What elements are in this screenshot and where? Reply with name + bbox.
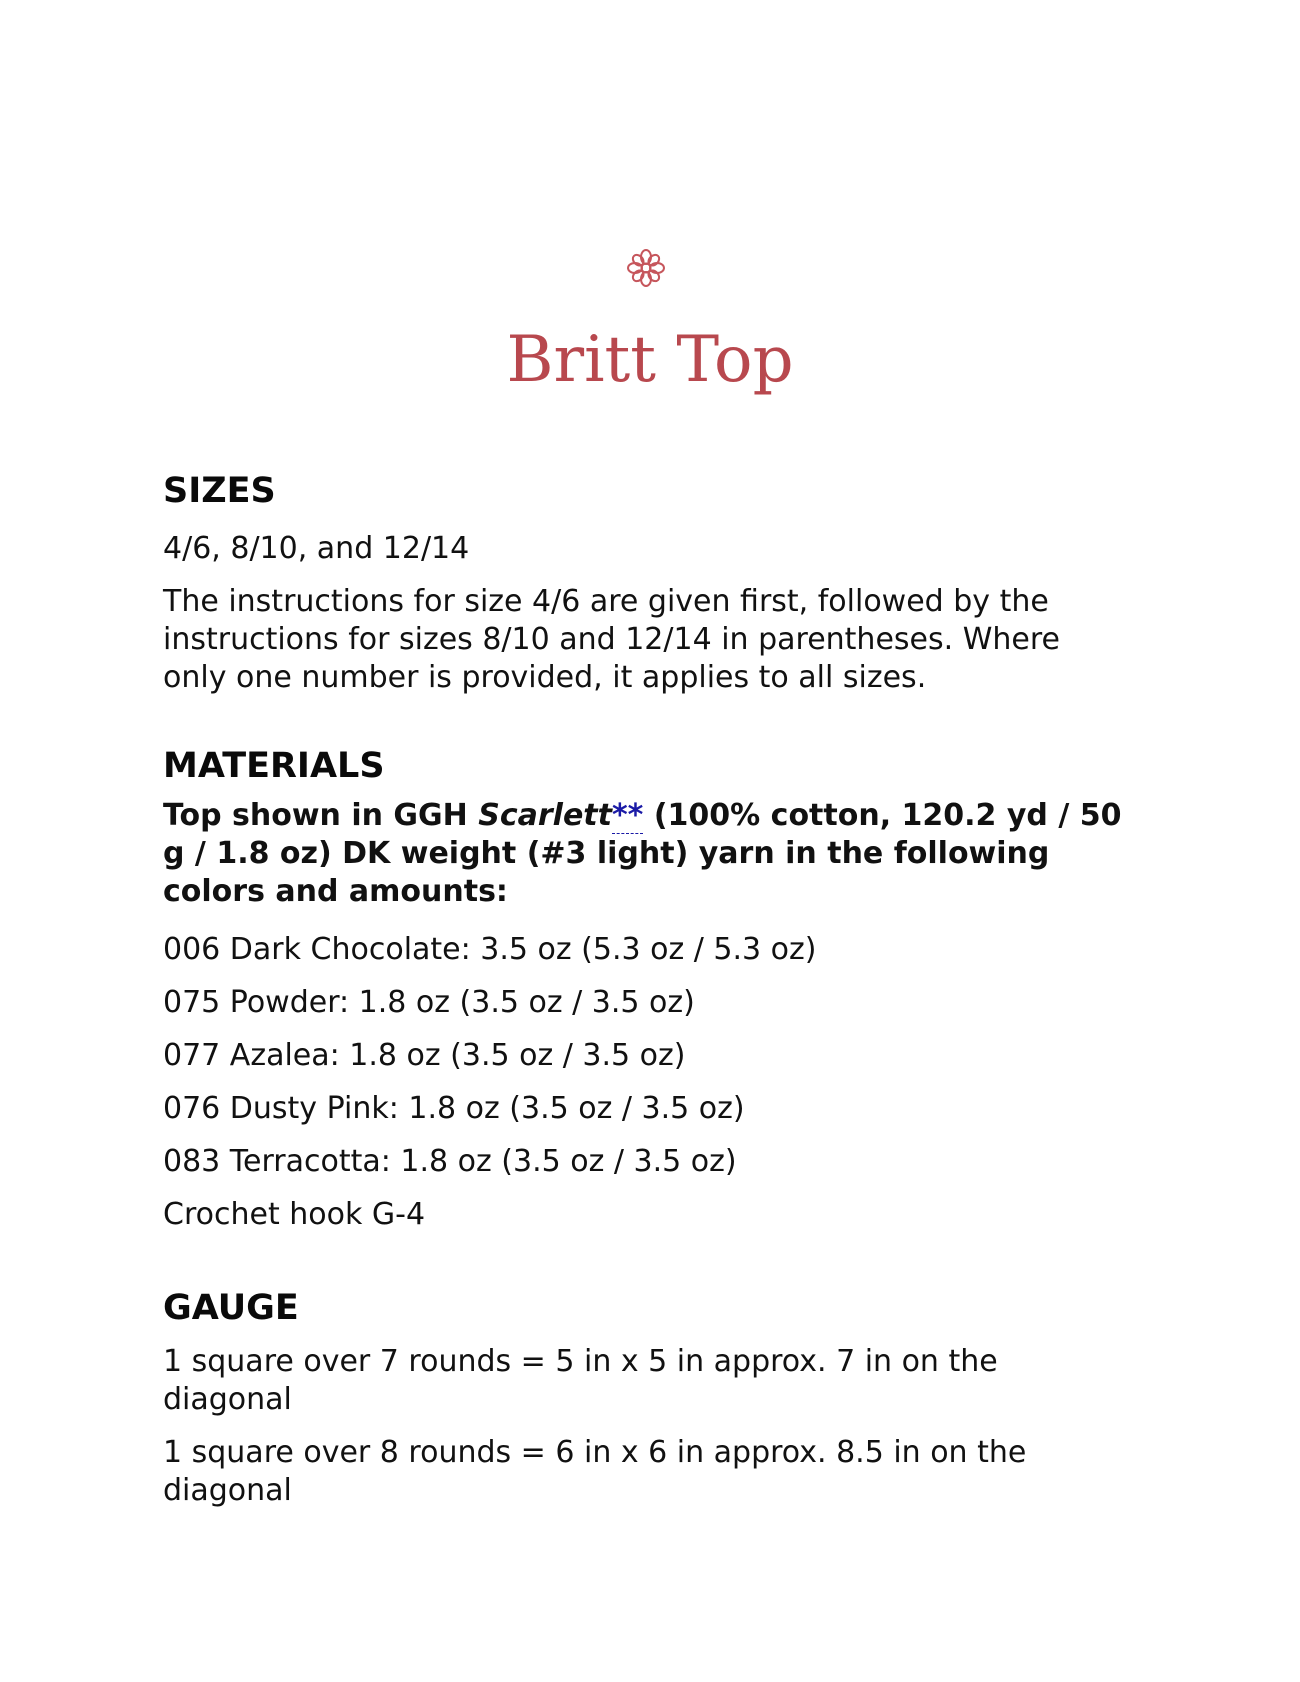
- material-item-2: 075 Powder: 1.8 oz (3.5 oz / 3.5 oz): [163, 985, 695, 1020]
- material-item-6: Crochet hook G-4: [163, 1197, 426, 1232]
- materials-intro: [163, 797, 1123, 911]
- sizes-heading: SIZES: [163, 471, 276, 511]
- material-item-5: 083 Terracotta: 1.8 oz (3.5 oz / 3.5 oz): [163, 1144, 737, 1179]
- materials-heading: MATERIALS: [163, 746, 385, 786]
- ornament: [625, 247, 667, 289]
- gauge-line-2: 1 square over 8 rounds = 6 in x 6 in approx. 8.5 in on the diagonal: [163, 1435, 1027, 1508]
- footnote-link[interactable]: **: [611, 798, 644, 833]
- sizes-note: The instructions for size 4/6 are given first, followed by the instructions for sizes 8/10 and 12/14 in parentheses. Where only one number is provided, it applies to all sizes.: [163, 584, 1060, 695]
- sizes-list: 4/6, 8/10, and 12/14: [163, 531, 470, 566]
- materials-intro-pre: Top shown in GGH: [163, 798, 479, 833]
- material-item-3: 077 Azalea: 1.8 oz (3.5 oz / 3.5 oz): [163, 1038, 686, 1073]
- materials-intro-post: (100% cotton, 120.2 yd / 50 g / 1.8 oz) DK weight (#3 light) yarn in the following colors and amounts:: [163, 798, 1122, 909]
- material-item-1: 006 Dark Chocolate: 3.5 oz (5.3 oz / 5.3 oz): [163, 932, 817, 967]
- yarn-name: Scarlett: [478, 798, 612, 833]
- page-title: Britt Top: [506, 323, 794, 397]
- material-item-4: 076 Dusty Pink: 1.8 oz (3.5 oz / 3.5 oz): [163, 1091, 745, 1126]
- flower-icon: [625, 247, 667, 289]
- gauge-heading: GAUGE: [163, 1288, 299, 1328]
- gauge-line-1: 1 square over 7 rounds = 5 in x 5 in approx. 7 in on the diagonal: [163, 1344, 998, 1417]
